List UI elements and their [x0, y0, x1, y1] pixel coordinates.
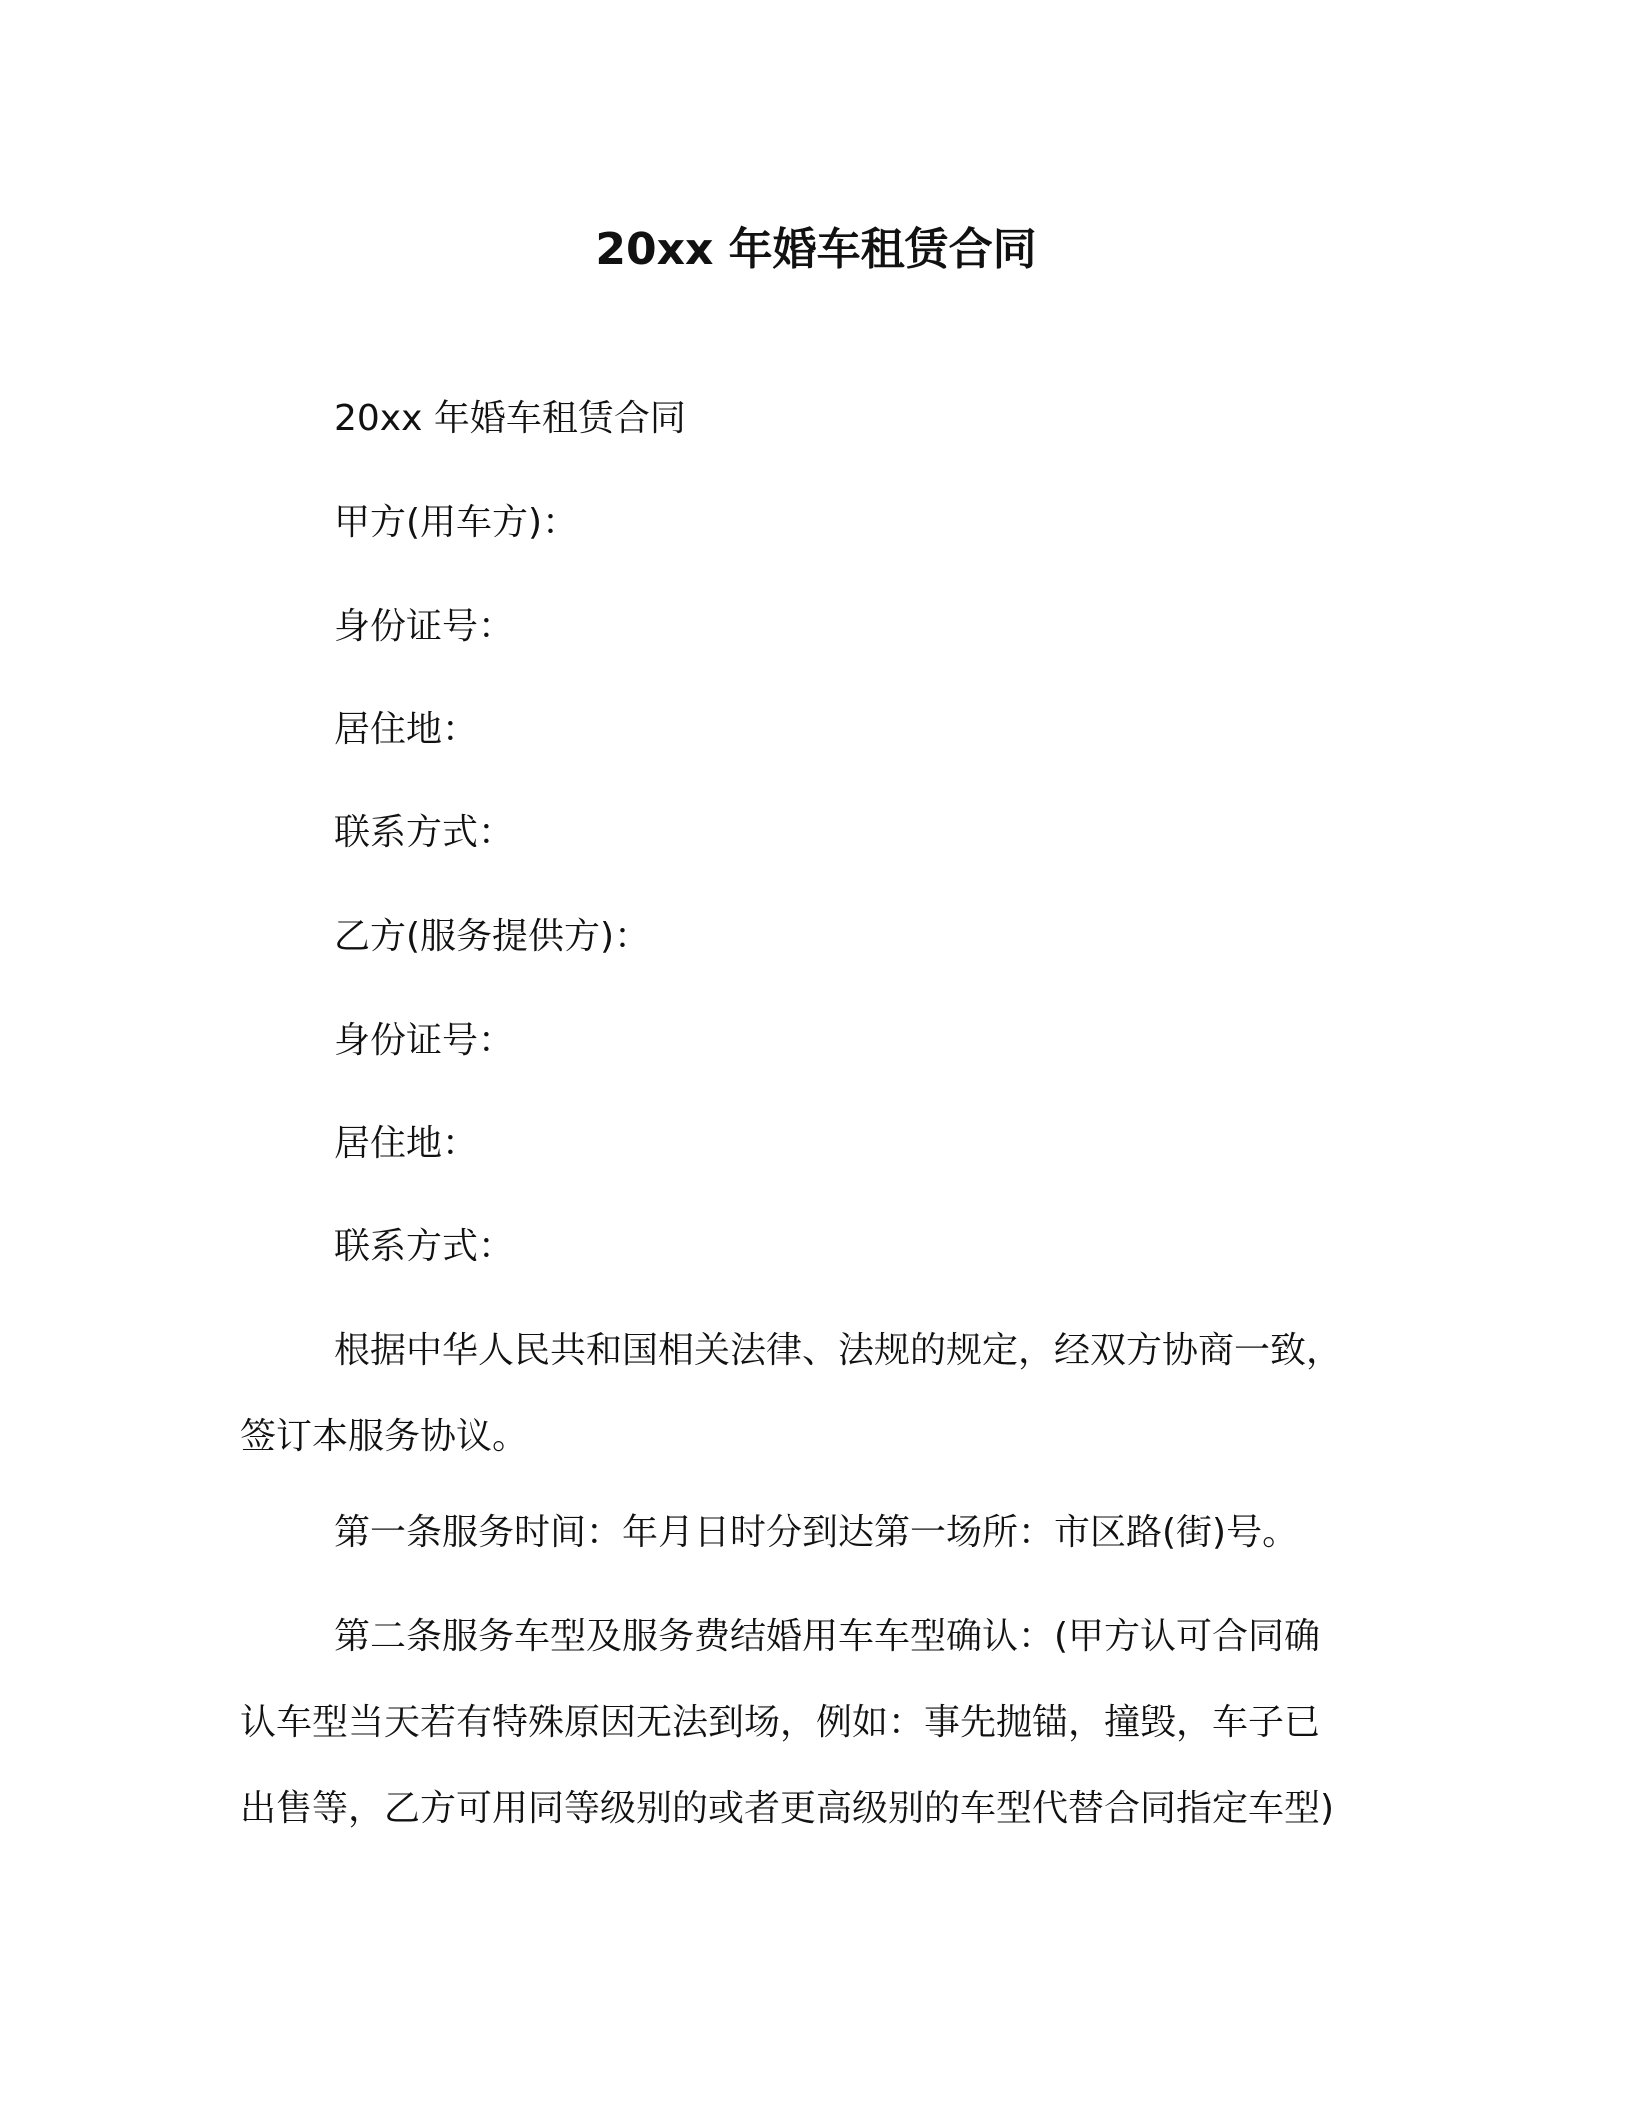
contract-subtitle: 20xx 年婚车租赁合同 [334, 398, 686, 439]
preamble-paragraph [240, 1326, 1370, 1498]
article-2-paragraph [240, 1612, 1370, 1870]
preamble-line: 签订本服务协议。 [240, 1416, 529, 1457]
preamble-line: 根据中华人民共和国相关法律、法规的规定，经双方协商一致， [334, 1330, 1343, 1371]
article-2-line: 出售等，乙方可用同等级别的或者更高级别的车型代替合同指定车型) [240, 1788, 1335, 1829]
party-b-contact-label: 联系方式： [334, 1226, 515, 1267]
party-a-id-number-label: 身份证号： [334, 606, 515, 647]
article-2-line: 认车型当天若有特殊原因无法到场，例如：事先抛锚，撞毁，车子已 [240, 1702, 1321, 1743]
document-title: 20xx 年婚车租赁合同 [595, 224, 1037, 275]
party-a-residence-label: 居住地： [334, 709, 479, 750]
party-b-id-number-label: 身份证号： [334, 1020, 515, 1061]
party-b-label: 乙方(服务提供方)： [334, 916, 651, 957]
article-1: 第一条服务时间：年月日时分到达第一场所：市区路(街)号。 [334, 1512, 1299, 1553]
party-a-label: 甲方(用车方)： [334, 502, 579, 543]
party-b-residence-label: 居住地： [334, 1123, 479, 1164]
party-a-contact-label: 联系方式： [334, 812, 515, 853]
article-2-line: 第二条服务车型及服务费结婚用车车型确认：(甲方认可合同确 [334, 1616, 1321, 1657]
